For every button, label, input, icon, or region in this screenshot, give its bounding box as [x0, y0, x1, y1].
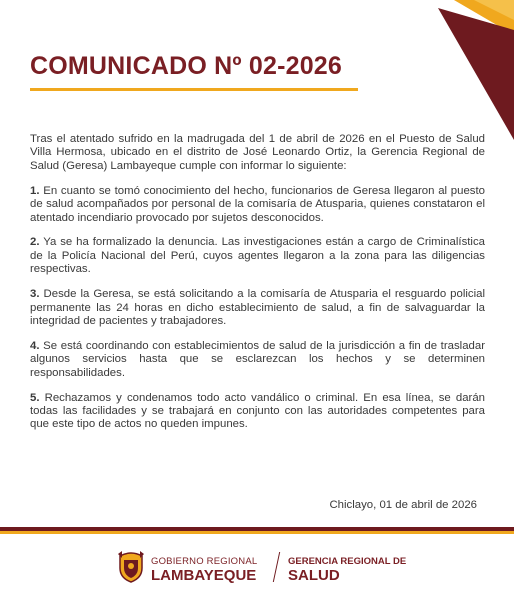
point-paragraph — [30, 185, 485, 225]
point-number: 4. — [30, 339, 40, 352]
point-paragraph — [30, 288, 485, 328]
org-gobierno-regional-line2: LAMBAYEQUE — [151, 567, 257, 584]
point-text: Ya se ha formalizado la denuncia. Las investigaciones están a cargo de Criminalística de la Policía Nacional del Perú, cuyos agentes llegaron a la zona para las diligencias respectivas. — [30, 236, 485, 276]
title-underline — [30, 88, 358, 91]
point-text: En cuanto se tomó conocimiento del hecho, funcionarios de Geresa llegaron al puesto de salud acompañados por personal de la comisaría de Atusparia, quienes constataron el atentado incendiario provocado por sujetos desconocidos. — [30, 184, 485, 224]
org-gobierno-regional-line1: GOBIERNO REGIONAL — [151, 556, 258, 567]
point-paragraph — [30, 392, 485, 432]
point-paragraph — [30, 340, 485, 380]
page-title: COMUNICADO Nº 02-2026 — [30, 52, 343, 80]
point-number: 3. — [30, 288, 40, 301]
regional-shield-logo-icon — [116, 548, 146, 584]
point-text: Desde la Geresa, se está solicitando a la comisaría de Atusparia el resguardo policial permanente las 24 horas en dicho establecimiento de salud, a fin de salvaguardar la integridad de pacientes y trabajadores. — [30, 288, 486, 327]
point-number: 2. — [30, 236, 40, 249]
point-paragraph — [30, 236, 485, 276]
place-date-signoff: Chiclayo, 01 de abril de 2026 — [329, 499, 477, 511]
corner-decoration — [424, 0, 514, 140]
point-number: 5. — [30, 391, 40, 404]
point-text: Se está coordinando con establecimientos de salud de la jurisdicción a fin de trasladar algunos servicios hasta que se esclarezcan los hechos y se determinen responsabilidades. — [30, 339, 486, 379]
point-number: 1. — [30, 184, 40, 197]
org-geresa-line1: GERENCIA REGIONAL DE — [288, 556, 407, 567]
intro-paragraph: Tras el atentado sufrido en la madrugada del 1 de abril de 2026 en el Puesto de Salud Villa Hermosa, ubicado en el distrito de José Leonardo Ortiz, la Gerencia Regional de Salud (Geresa) Lambayeque cumple con informar lo siguiente: — [30, 133, 485, 172]
org-geresa-line2: SALUD — [288, 567, 340, 584]
footer-bar-gold — [0, 531, 514, 534]
footer-divider — [273, 552, 280, 582]
communique-body — [30, 133, 485, 443]
point-text: Rechazamos y condenamos todo acto vandálico o criminal. En esa línea, se darán todas las facilidades y se trabajará en conjunto con las autoridades competentes para que este tipo de actos no queden impunes. — [30, 391, 485, 431]
